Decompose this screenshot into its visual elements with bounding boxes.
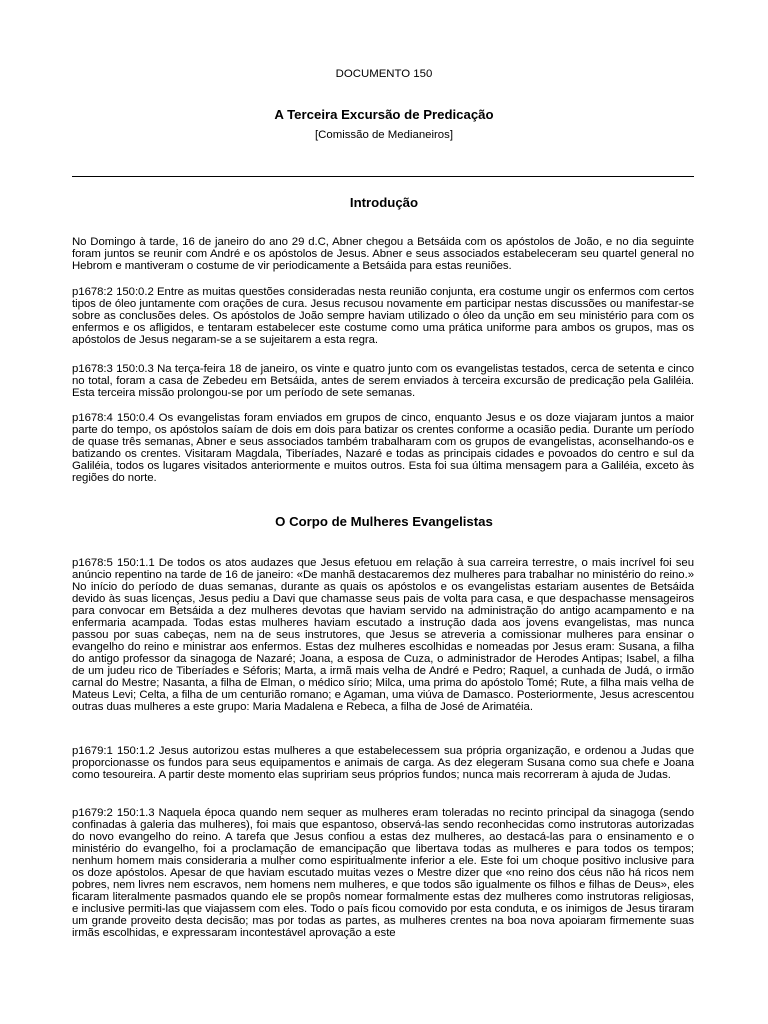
document-number: DOCUMENTO 150 xyxy=(335,68,433,80)
section-heading-women-evangelists: O Corpo de Mulheres Evangelistas xyxy=(275,514,493,529)
paragraph-women-1: p1678:5 150:1.1 De todos os atos audazes que Jesus efetuou em relação à sua carreira terrestre, o mais incrível foi seu anúncio repentino na tarde de 16 de janeiro: «De manhã destacaremos dez mulheres para trabalhar no ministério do reino.» No início do período de duas semanas, durante as quais os apóstolos e os evangelistas estariam ausentes de Betsáida devido às suas licenças, Jesus pediu a Davi que chamasse seus pais de volta para casa, e que despachasse mensageiros para convocar em Betsáida a dez mulheres devotas que haviam servido na administração do antigo acampamento e na enfermaria acampada. Todas estas mulheres haviam escutado a instrução dada aos jovens evangelistas, mas nunca passou por suas cabeças, nem na de seus instrutores, que Jesus se atreveria a comissionar mulheres para ensinar o evangelho do reino e ministrar aos enfermos. Estas dez mulheres escolhidas e nomeadas por Jesus eram: Susana, a filha do antigo professor da sinagoga de Nazaré; Joana, a esposa de Cuza, o administrador de Herodes Antipas; Isabel, a filha de um judeu rico de Tiberíades e Séforis; Marta, a irmã mais velha de André e Pedro; Raquel, a cunhada de Judá, o irmão carnal do Mestre; Nasanta, a filha de Elman, o médico sírio; Milca, uma prima do apóstolo Tomé; Rute, a filha mais velha de Mateus Levi; Celta, a filha de um centurião romano; e Agaman, uma viúva de Damasco. Posteriormente, Jesus acrescentou outras duas mulheres a este grupo: Maria Madalena e Rebeca, a filha de José de Arimatéia. xyxy=(72,557,694,713)
document-title: A Terceira Excursão de Predicação xyxy=(274,107,494,122)
document-author: [Comissão de Medianeiros] xyxy=(314,129,454,141)
section-heading-introduction: Introdução xyxy=(349,195,419,210)
paragraph-intro-2: p1678:2 150:0.2 Entre as muitas questões consideradas nesta reunião conjunta, era costume ungir os enfermos com certos tipos de óleo juntamente com orações de cura. Jesus recusou novamente em participar nestas discussões ou manifestar-se sobre as conclusões deles. Os apóstolos de João sempre haviam utilizado o óleo da unção em seu ministério para com os enfermos e os afligidos, e tentaram estabelecer este costume como uma prática uniforme para ambos os grupos, mas os apóstolos de Jesus negaram-se a se sujeitarem a esta regra. xyxy=(72,286,694,346)
horizontal-divider xyxy=(72,176,694,177)
paragraph-women-3: p1679:2 150:1.3 Naquela época quando nem sequer as mulheres eram toleradas no recinto principal da sinagoga (sendo confinadas à galeria das mulheres), foi mais que espantoso, observá-las sendo reconhecidas como instrutoras autorizadas do novo evangelho do reino. A tarefa que Jesus confiou a estas dez mulheres, ao destacá-las para o ensinamento e o ministério do evangelho, foi a proclamação de emancipação que libertava todas as mulheres e para todos os tempos; nenhum homem mais consideraria a mulher como espiritualmente inferior a ele. Este foi um choque positivo inclusive para os doze apóstolos. Apesar de que haviam escutado muitas vezes o Mestre dizer que «no reino dos céus não há ricos nem pobres, nem livres nem escravos, nem homens nem mulheres, e que todos são igualmente os filhos e filhas de Deus», eles ficaram literalmente pasmados quando ele se propôs nomear formalmente estas dez mulheres como instrutoras religiosas, e inclusive permiti-las que viajassem com eles. Todo o país ficou comovido por esta conduta, e os inimigos de Jesus tiraram um grande proveito desta decisão; mas por todas as partes, as mulheres crentes na boa nova apoiaram firmemente suas irmãs escolhidas, e expressaram incontestável aprovação a este xyxy=(72,807,694,939)
paragraph-intro-1: No Domingo à tarde, 16 de janeiro do ano 29 d.C, Abner chegou a Betsáida com os apóstolos de João, e no dia seguinte foram juntos se reunir com André e os apóstolos de Jesus. Abner e seus associados estabeleceram seu quartel general no Hebrom e mantiveram o costume de vir periodicamente a Betsáida para estas reuniões. xyxy=(72,236,694,272)
paragraph-intro-4: p1678:4 150:0.4 Os evangelistas foram enviados em grupos de cinco, enquanto Jesus e os doze viajaram juntos a maior parte do tempo, os apóstolos saíam de dois em dois para batizar os crentes conforme a ocasião pedia. Durante um período de quase três semanas, Abner e seus associados também trabalharam com os grupos de evangelistas, aconselhando-os e batizando os crentes. Visitaram Magdala, Tiberíades, Nazaré e todas as principais cidades e povoados do centro e sul da Galiléia, todos os lugares visitados anteriormente e muitos outros. Esta foi sua última mensagem para a Galiléia, exceto às regiões do norte. xyxy=(72,412,694,484)
paragraph-women-2: p1679:1 150:1.2 Jesus autorizou estas mulheres a que estabelecessem sua própria organização, e ordenou a Judas que proporcionasse os fundos para seus equipamentos e animais de carga. As dez elegeram Susana como sua chefe e Joana como tesoureira. A partir deste momento elas supririam seus próprios fundos; nunca mais recorreram à ajuda de Judas. xyxy=(72,745,694,781)
paragraph-intro-3: p1678:3 150:0.3 Na terça-feira 18 de janeiro, os vinte e quatro junto com os evangelistas testados, cerca de setenta e cinco no total, foram a casa de Zebedeu em Betsáida, antes de serem enviados à terceira excursão de predicação pela Galiléia. Esta terceira missão prolongou-se por um período de sete semanas. xyxy=(72,363,694,399)
